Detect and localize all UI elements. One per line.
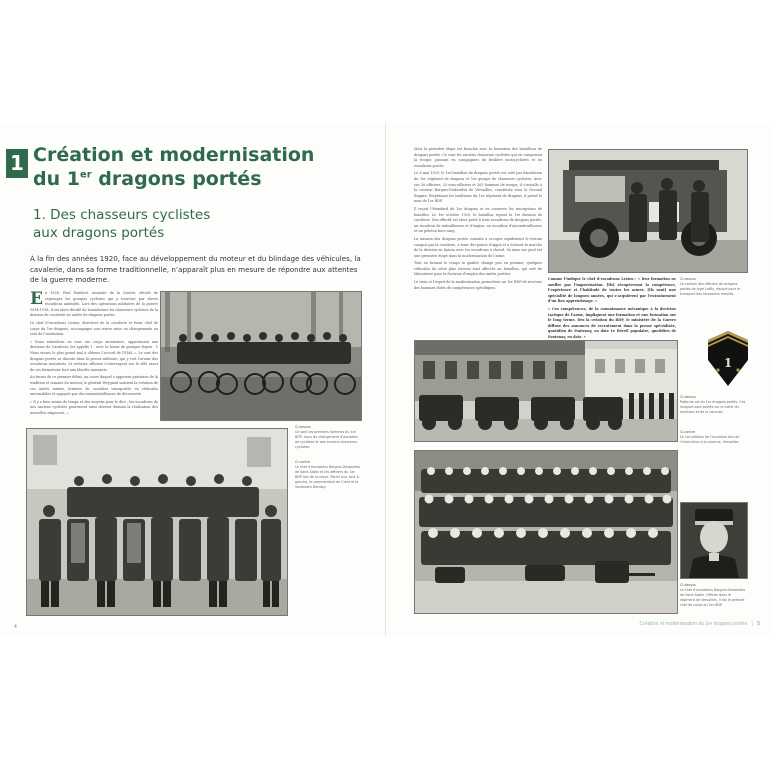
caption-barracks: Ci-contre Le 1er peloton de l’escadron lors de l’instruction à la caserne, Versailles. [680, 430, 740, 444]
right-p2: Le 6 mai 1929, le 1er bataillon de dragons portés est créé par dissolution du 1er régiment de dragons et 1er groupe de chasseurs cyclistes. Avec ses 30 officiers, 33 sous-officiers et 363 hommes de troupe, il s’installe à la caserne Borgnis-Desbordes de Versailles, constituée sous le Second Empire. Perpétuant les traditions du 1er régiment de dragons, il prend le nom de 1er BDP. [414, 171, 542, 204]
caption-cyclists: Ci-dessus Ce sont les premiers hommes du 1er BDP, issus du changement d’escadres de cyclistes et des anciens chasseurs cyclistes. [295, 425, 358, 449]
photo-portrait [680, 502, 748, 579]
left-body-text [30, 291, 158, 423]
photo-officers-image [27, 429, 287, 615]
intro-paragraph: À la fin des années 1920, face au développement du moteur et du blindage des véhicules, la cavalerie, dans sa forme traditionnelle, n’apparaît plus en mesure de répondre aux attentes de la guerre moderne. [30, 254, 361, 285]
left-p5: « Il y a bien moins de temps et des moyens pour le dire ; les escadrons de nos anciens cyclistes pourraient ainsi devenir demain la réalisation des nouvelles exigences. » [30, 399, 158, 415]
photo-truck [548, 149, 748, 273]
running-title: Création et modernisation du 1er dragons portés [639, 621, 748, 627]
collar-insignia-icon [706, 330, 750, 388]
right-quote-1: Comme l’indique le chef d’escadrons Lesieu : « leur formation ne souffre pas l’improvisation. [Ils] récupéreront la compétence, l’expérience et l’habitude de toutes les armes. [Ils sont] une spécialité de longues années, qui s’acquièrent par l’entraînement d’un lien apprentissage. » [548, 277, 676, 304]
right-p3: Il reçoit l’étendard du 1er dragons et en conserve les inscriptions de batailles. Le 1er octobre 1929, le bataillon rejoint la 1re division de cavalerie. Son effectif est alors porté à trois escadrons de dragons portés, un escadron de mitrailleuses et d’engins, un escadron d’automitrailleuses et un peloton hors rang. [414, 206, 542, 234]
right-quote-text [548, 277, 676, 341]
right-p4: La mission des dragons portés consiste à occuper rapidement le terrain conquis par la cavalerie, à tenir des points d’appui et à éclairer la marche de la division en liaison avec les escadrons à cheval. Sa mise sur pied est une première étape dans la modernisation de l’arme. [414, 236, 542, 258]
chapter-title-line1: Création et modernisation [33, 144, 315, 166]
title-superscript: er [79, 169, 92, 181]
subtitle-line1: 1. Des chasseurs cyclistes [33, 207, 211, 223]
left-p3: « Nous entendons en tous cas corps autonomes, appartenant aux divisions de Cavalerie, les appelle 1 - avec la forme de groupes légers - 1 Nous visons le plus grand mal à obtenir l’accord de l’EMA ». Le sort des dragons portés se discute dans la presse militaire, qui y voit l’avenir des escadrons motorisés, et certains officiers s’interrogent sur le rôle exact de ces formations face aux blindés naissants. [30, 339, 158, 372]
subtitle-line2: aux dragons portés [33, 225, 165, 241]
caption-officers: Ci-contre Le chef d’escadrons Borgnis-Desbordes de Saint-Sabin et les officiers du 1er BDP lors de la revue. Parmi eux, tout à gauche, le commandant de Crest et le lieutenant Dandoy. [295, 460, 361, 489]
photo-cyclists-image [161, 292, 361, 420]
chapter-number-badge: 1 [6, 149, 28, 178]
chapter-title-line2 [33, 167, 333, 191]
left-p1: n 1928, Paul Painlevé, ministre de la Guerre, décide de regrouper les groupes cyclistes qui y trouvent par divers escadrons amendés. Lors des opérations militaires de la guerre 1914-1918, il est alors décidé de transformer les chasseurs cyclistes de la division de cavalerie en unités de dragons portés. [30, 291, 158, 318]
right-p1: Mais la première étape est franchie avec la formation des bataillons de dragons portés. Ce sont les anciens chasseurs cyclistes qui en composent la troupe, passant en compagnies de fusiliers motocyclistes et en escadrons portés. [414, 147, 542, 168]
drop-cap: E [30, 289, 43, 309]
right-body-text-top [414, 147, 543, 290]
page-gutter [385, 123, 386, 636]
photo-officers-group [26, 428, 288, 616]
photo-truck-image [549, 150, 747, 272]
section-subtitle [33, 206, 273, 242]
left-page-number: 4 [14, 624, 17, 630]
caption-insignia: Ci-dessus Patte de col du 1er dragons portés. Ces insignes sont portés sur le collet du manteau et de la vareuse. [680, 395, 746, 414]
svg-text:1: 1 [723, 356, 733, 370]
caption-portrait: Ci-dessus Le chef d’escadrons Borgnis-Desbordes de Saint-Sabin. Officier dans le régiment de Versailles, il est le premier chef de corps du 1er BDP. [680, 583, 746, 607]
photo-barracks [414, 340, 678, 442]
photo-cyclists [160, 291, 362, 421]
right-page-number: 5 [757, 621, 760, 627]
collar-insignia [706, 330, 750, 388]
photo-dragoons-group [414, 450, 678, 614]
right-p5: Tout en brisant le temps la qualité change peu en premier, quelques véhicules de série plus récents sont affectés au bataillon, qui sert de laboratoire pour la doctrine d’emploi des unités portées. [414, 261, 542, 277]
title-line2-pre: du 1 [33, 168, 80, 190]
left-p4: Au terme de ce premier débat, au cours duquel s’opposent partisans de la tradition et tenants du moteur, le général Weygand soutient la création de ces unités mixtes, formées de cavaliers transportés en véhicules automobiles et appuyés par des automitrailleuses de découverte. [30, 375, 158, 397]
running-footer [0, 621, 760, 627]
chapter-title [33, 143, 333, 191]
right-quote-2: « Ces compétences, de la connaissance mécanique à la doctrine tactique de l’arme, impliquent une formation et une formation sur le long terme. Dès la création du BDP, le ministère de la Guerre diffuse des annonces de recrutement dans la presse spécialisée, quotidien de Fontenay, en date Le Réveil populaire, quotidien de Fontenay, en date. » [548, 306, 676, 339]
caption-truck: Ci-dessus Le camion des officiers de dragons portés de type Laffly, équipé pour le transport des fantassins montés. [680, 277, 741, 296]
left-p2: Le chef d’escadrons Lesieu, directeur de la cavalerie et futur chef de corps du 1er dragons, accompagne son œuvre mise en changements au sein de l’institution. [30, 320, 158, 337]
footer-divider: | [751, 621, 753, 627]
photo-dragoons-image [415, 451, 677, 613]
right-p6: Le tissu et l’esprit de la modernisation permettent au 1er BDP de recevoir des hommes dotés de compétences spécifiques. [414, 280, 543, 290]
title-line2-post: dragons portés [91, 168, 262, 190]
photo-portrait-image [681, 503, 747, 578]
photo-barracks-image [415, 341, 677, 441]
